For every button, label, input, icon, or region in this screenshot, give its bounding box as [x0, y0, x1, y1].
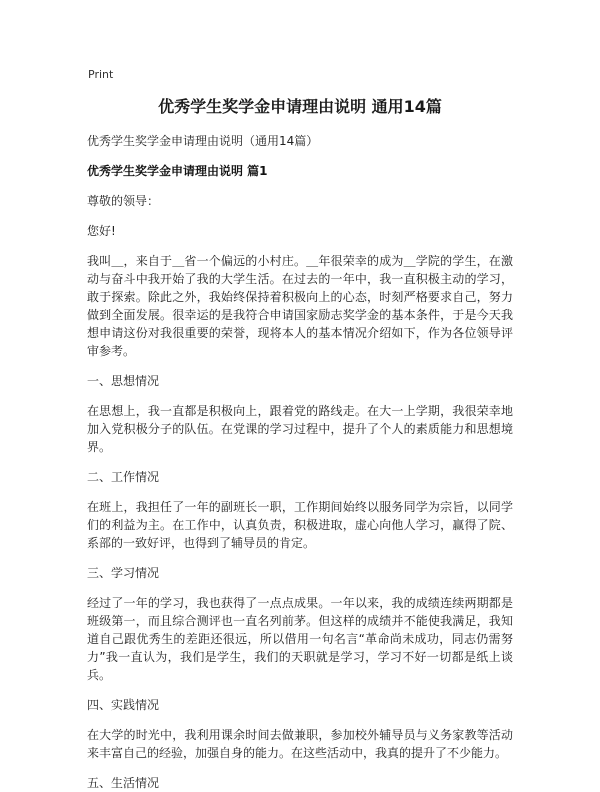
heading-practice: 四、实践情况 — [87, 698, 160, 712]
print-label[interactable]: Print — [88, 68, 114, 81]
paragraph-thought: 在思想上，我一直都是积极向上，跟着党的路线走。在大一上学期，我很荣幸地加入党积极分子的队伍。在党课的学习过程中，提升了个人的素质能力和思想境界。 — [87, 404, 513, 454]
greeting: 您好! — [87, 224, 116, 238]
paragraph-work: 在班上，我担任了一年的副班长一职，工作期间始终以服务同学为宗旨，以同学们的利益为主。在工作中，认真负责，积极进取，虚心向他人学习，赢得了院、系部的一致好评，也得到了辅导员的肯定。 — [87, 500, 513, 550]
heading-life: 五、生活情况 — [87, 776, 160, 790]
heading-study: 三、学习情况 — [87, 566, 160, 580]
document-subtitle: 优秀学生奖学金申请理由说明（通用14篇） — [87, 134, 319, 148]
paragraph-study: 经过了一年的学习，我也获得了一点点成果。一年以来，我的成绩连续两期都是班级第一，而且综合测评也一直名列前茅。但这样的成绩并不能使我满足，我知道自己跟优秀生的差距还很远，所以借用一句名言“革命尚未成功，同志仍需努力”我一直认为，我们是学生，我们的天职就是学习，学习不好一切都是纸上谈兵。 — [87, 596, 513, 682]
document-title: 优秀学生奖学金申请理由说明 通用14篇 — [158, 97, 442, 116]
heading-work: 二、工作情况 — [87, 470, 160, 484]
intro-paragraph: 我叫＿，来自于＿省一个偏远的小村庄。＿年很荣幸的成为＿学院的学生，在激动与奋斗中我开始了我的大学生活。在过去的一年中，我一直积极主动的学习，敢于探索。除此之外，我始终保持着积极向上的心态，时刻严格要求自己，努力做到全面发展。很幸运的是我符合申请国家励志奖学金的基本条件，于是今天我想申请这份对我很重要的荣誉，现将本人的基本情况介绍如下，作为各位领导评审参考。 — [87, 254, 513, 358]
heading-thought: 一、思想情况 — [87, 374, 160, 388]
paragraph-practice: 在大学的时光中，我利用课余时间去做兼职，参加校外辅导员与义务家教等活动来丰富自己的经验，加强自身的能力。在这些活动中，我真的提升了不少能力。 — [87, 728, 513, 760]
section-title: 优秀学生奖学金申请理由说明 篇1 — [87, 164, 268, 178]
salutation: 尊敬的领导： — [87, 194, 160, 208]
